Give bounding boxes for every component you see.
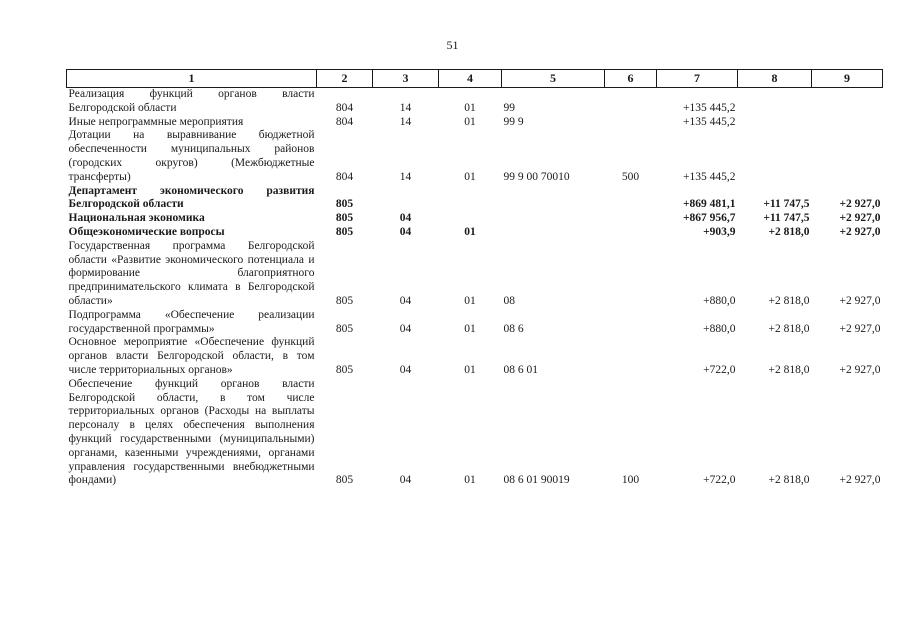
column-header-3: 3: [373, 70, 439, 88]
row-name: Департамент экономического развития Белгородской области: [68, 184, 315, 211]
row-expense-type: 500: [621, 170, 640, 183]
row-subsection-code: 01: [464, 322, 476, 335]
row-amount-col8: +2 818,0: [768, 363, 810, 376]
row-subsection-code: 01: [464, 170, 476, 183]
row-target-article: [502, 185, 605, 213]
column-header-1: 1: [67, 70, 317, 88]
table-body: [67, 88, 883, 489]
column-header-6: 6: [605, 70, 657, 88]
table-row: [67, 309, 883, 337]
row-expense-type: [605, 185, 657, 213]
row-section-code: 04: [399, 322, 412, 335]
row-ministry-code: 805: [335, 322, 354, 335]
row-expense-type: [605, 212, 657, 226]
row-target-article: 08 6 01: [503, 363, 538, 376]
row-name: Государственная программа Белгородской области «Развитие экономического потенциала и формирование благоприятного предпринимательского климата в Белгородской области»: [68, 239, 315, 307]
row-amount-col9: +2 927,0: [839, 474, 881, 487]
table-header-row: [67, 70, 883, 88]
column-header-8: 8: [738, 70, 812, 88]
row-target-article: 99: [503, 101, 515, 114]
row-amount-col8: [738, 129, 812, 184]
row-subsection-code: 01: [464, 474, 476, 487]
row-amount-col9: +2 927,0: [839, 363, 881, 376]
row-section-code: 04: [399, 363, 412, 376]
row-name: Общеэкономические вопросы: [68, 225, 225, 238]
table-row: [67, 116, 883, 130]
row-amount-col8: +2 818,0: [768, 474, 810, 487]
row-target-article: 99 9: [503, 115, 524, 128]
row-amount-col9: [812, 116, 883, 130]
row-name: Обеспечение функций органов власти Белгородской области, в том числе территориальных органов (Расходы на выплаты персоналу в целях обеспечения выполнения функций государственными (муниципальными) органами, казенными учреждениями, органами управления государственными внебюджетными фондами): [68, 377, 315, 487]
row-name: Национальная экономика: [68, 212, 205, 225]
row-amount-col9: +2 927,0: [839, 322, 881, 335]
row-expense-type: [605, 226, 657, 240]
row-section-code: [373, 185, 439, 213]
row-amount-col9: +2 927,0: [839, 198, 881, 211]
row-section-code: 14: [399, 170, 412, 183]
row-ministry-code: 805: [335, 294, 354, 307]
row-ministry-code: 804: [335, 101, 354, 114]
row-amount-col8: +2 818,0: [768, 294, 810, 307]
row-amount-col8: +2 818,0: [768, 225, 810, 238]
budget-table: [66, 69, 883, 488]
table-row: [67, 185, 883, 213]
page-number: 51: [446, 38, 459, 52]
column-header-4: 4: [439, 70, 502, 88]
row-ministry-code: 805: [335, 363, 354, 376]
row-amount-col7: +880,0: [703, 294, 736, 307]
row-ministry-code: 805: [335, 212, 354, 225]
row-name: Реализация функций органов власти Белгородской области: [68, 88, 315, 114]
row-section-code: 04: [399, 294, 412, 307]
row-target-article: 08 6 01 90019: [503, 474, 570, 487]
row-section-code: 04: [399, 474, 412, 487]
row-name: Дотации на выравнивание бюджетной обеспеченности муниципальных районов (городских округов) (Межбюджетные трансферты): [68, 129, 315, 183]
column-header-7: 7: [657, 70, 738, 88]
row-amount-col7: +722,0: [703, 474, 736, 487]
row-section-code: 04: [399, 225, 412, 238]
table-row: [67, 212, 883, 226]
row-amount-col7: +135 445,2: [683, 115, 736, 128]
row-amount-col7: +869 481,1: [682, 198, 736, 211]
row-target-article: 99 9 00 70010: [503, 170, 570, 183]
row-ministry-code: 805: [335, 198, 354, 211]
row-amount-col7: +903,9: [703, 225, 736, 238]
row-subsection-code: 01: [464, 225, 476, 238]
row-expense-type: [605, 116, 657, 130]
column-header-2: 2: [317, 70, 373, 88]
table-row: [67, 378, 883, 488]
row-target-article: [502, 226, 605, 240]
row-amount-col7: +135 445,2: [683, 101, 736, 114]
row-section-code: 14: [399, 115, 412, 128]
row-expense-type: [605, 240, 657, 309]
row-amount-col7: +722,0: [703, 363, 736, 376]
row-ministry-code: 804: [335, 115, 354, 128]
row-amount-col7: +880,0: [703, 322, 736, 335]
row-subsection-code: 01: [464, 101, 476, 114]
row-section-code: 04: [399, 212, 412, 225]
row-name: Иные непрограммные мероприятия: [68, 115, 244, 128]
row-target-article: [502, 212, 605, 226]
table-row: [67, 88, 883, 116]
row-ministry-code: 805: [335, 225, 354, 238]
row-target-article: 08: [503, 294, 515, 307]
row-subsection-code: 01: [464, 115, 476, 128]
row-amount-col9: +2 927,0: [839, 225, 881, 238]
table-row: [67, 336, 883, 377]
row-subsection-code: [439, 185, 502, 213]
column-header-5: 5: [502, 70, 605, 88]
row-amount-col7: +867 956,7: [682, 212, 736, 225]
row-name: Подпрограмма «Обеспечение реализации государственной программы»: [68, 308, 315, 335]
row-expense-type: [605, 336, 657, 377]
row-amount-col8: +11 747,5: [763, 212, 810, 225]
row-expense-type: [605, 309, 657, 337]
column-header-9: 9: [812, 70, 883, 88]
row-amount-col8: +2 818,0: [768, 322, 810, 335]
row-ministry-code: 804: [335, 170, 354, 183]
row-amount-col7: +135 445,2: [683, 170, 736, 183]
row-target-article: 08 6: [503, 322, 524, 335]
row-amount-col9: [812, 129, 883, 184]
table-row: [67, 226, 883, 240]
row-amount-col8: +11 747,5: [763, 198, 810, 211]
row-amount-col8: [738, 88, 812, 116]
row-subsection-code: 01: [464, 294, 476, 307]
row-expense-type: [605, 88, 657, 116]
row-expense-type: 100: [621, 474, 640, 487]
row-name: Основное мероприятие «Обеспечение функций органов власти Белгородской области, в том числе территориальных органов»: [68, 336, 315, 376]
row-section-code: 14: [399, 101, 412, 114]
row-subsection-code: 01: [464, 363, 476, 376]
row-amount-col9: +2 927,0: [839, 294, 881, 307]
row-amount-col9: [812, 88, 883, 116]
table-row: [67, 129, 883, 184]
row-ministry-code: 805: [335, 474, 354, 487]
row-amount-col8: [738, 116, 812, 130]
row-subsection-code: [439, 212, 502, 226]
row-amount-col9: +2 927,0: [839, 212, 881, 225]
table-row: [67, 240, 883, 309]
